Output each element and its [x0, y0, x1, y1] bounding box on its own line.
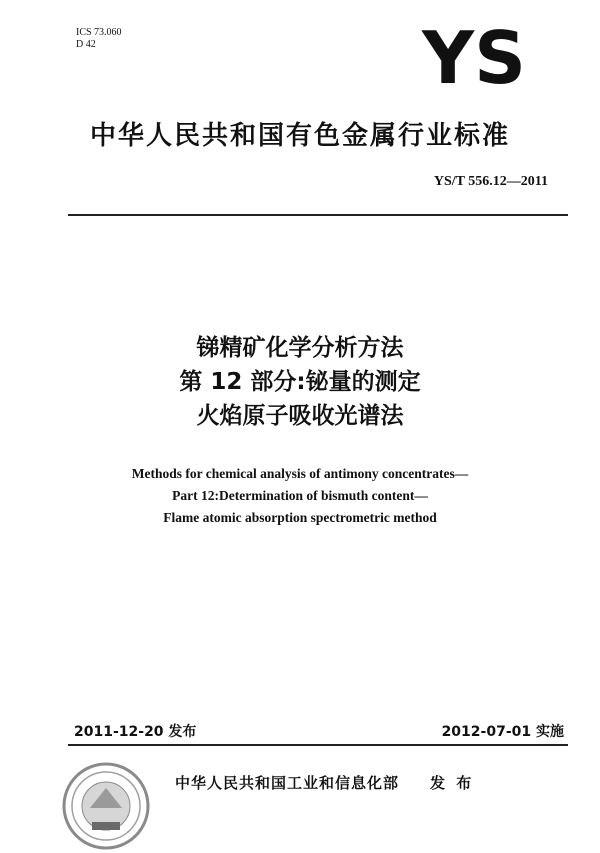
- bottom-divider: [68, 744, 568, 746]
- standard-number: YS/T 556.12—2011: [433, 174, 548, 189]
- english-title-line-3: Flame atomic absorption spectrometric method: [163, 510, 437, 525]
- chinese-title-line-2: 第 12 部分:铋量的测定: [179, 369, 421, 395]
- ccs-code: D 42: [76, 39, 96, 50]
- ics-code: ICS 73.060: [76, 27, 122, 38]
- english-title-line-2: Part 12:Determination of bismuth content—: [172, 488, 428, 503]
- chinese-title-line-1: 锑精矿化学分析方法: [196, 335, 404, 361]
- chinese-title: [0, 331, 600, 433]
- issuing-authority: 中华人民共和国工业和信息化部: [175, 774, 400, 792]
- classification-codes: [76, 27, 122, 51]
- ys-logo: [414, 27, 534, 87]
- implement-date: 2012-07-01 实施: [441, 724, 564, 740]
- english-title: [0, 463, 600, 529]
- issue-date: 2011-12-20 发布: [74, 724, 197, 740]
- top-divider: [68, 214, 568, 216]
- svg-text:YS: YS: [422, 27, 526, 87]
- chinese-title-line-3: 火焰原子吸收光谱法: [196, 403, 404, 429]
- english-title-line-1: Methods for chemical analysis of antimony concentrates—: [131, 466, 469, 481]
- standard-category-title: 中华人民共和国有色金属行业标准: [89, 121, 510, 151]
- publish-label: 发 布: [430, 774, 475, 792]
- official-seal-icon: [60, 760, 152, 852]
